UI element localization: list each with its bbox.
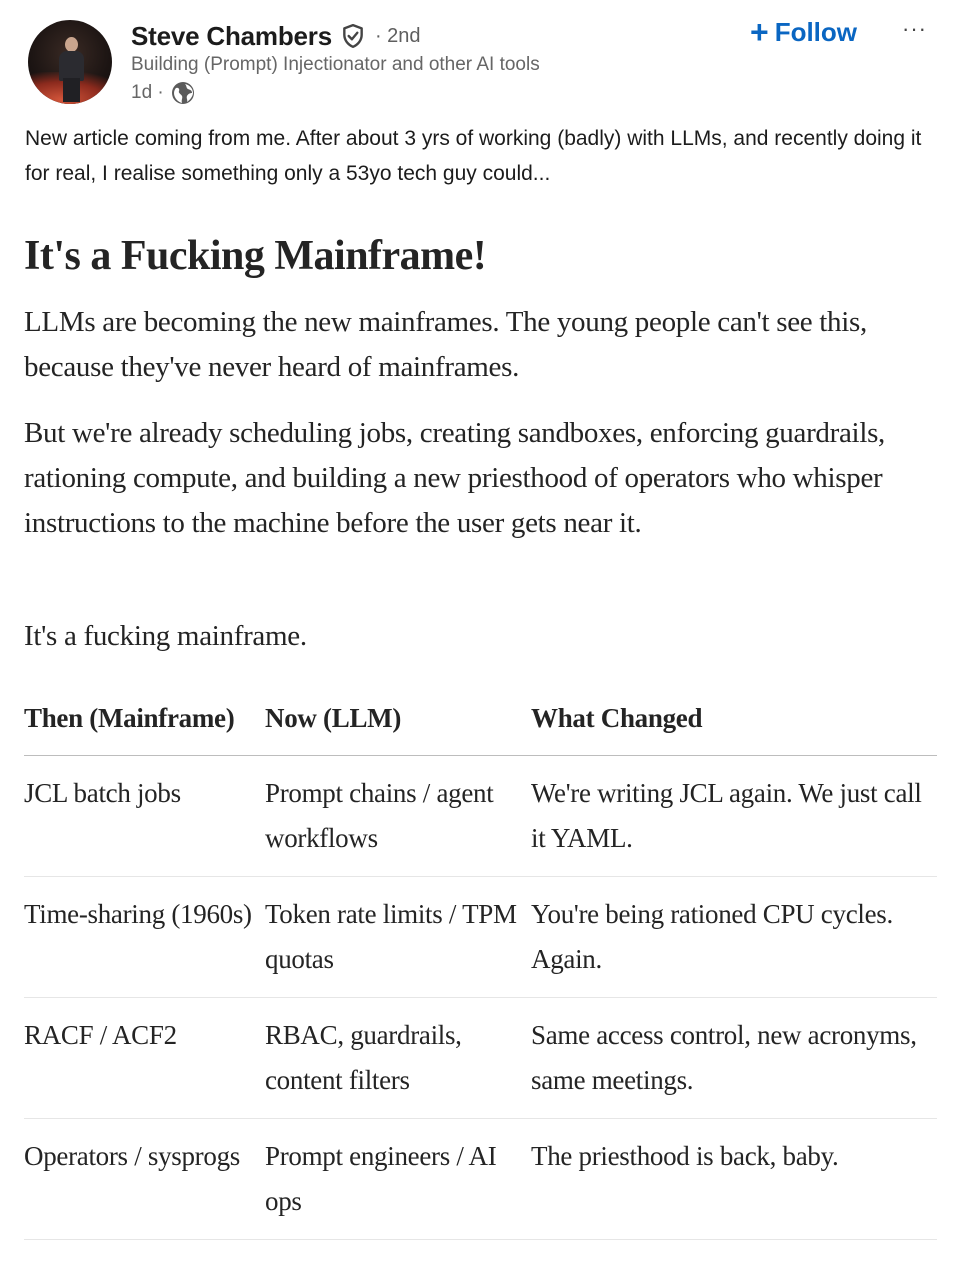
author-name-row: [131, 19, 421, 53]
table-header: Now (LLM): [265, 703, 402, 733]
table-cell: Prompt chains / agent workflows: [265, 778, 494, 853]
follow-button[interactable]: [750, 14, 857, 50]
post-time: 1d ·: [131, 82, 164, 103]
connection-degree: · 2nd: [374, 24, 421, 47]
table-cell: Prompt engineers / AI ops: [265, 1141, 497, 1216]
comparison-table: [24, 696, 937, 1240]
author-avatar[interactable]: [28, 20, 112, 104]
avatar-person-legs: [63, 78, 80, 102]
avatar-person-body: [59, 51, 84, 81]
plus-icon: +: [750, 14, 769, 50]
table-cell: Operators / sysprogs: [24, 1141, 240, 1171]
table-header: Then (Mainframe): [24, 703, 235, 733]
article-paragraph-2: But we're already scheduling jobs, creating sandboxes, enforcing guardrails, rationing compute, and building a new priesthood of operators who whisper instructions to the machine before the user gets near it.: [24, 417, 886, 539]
author-headline: Building (Prompt) Injectionator and other AI tools: [131, 54, 540, 75]
table-row: [24, 998, 937, 1119]
table-header-row: [24, 696, 937, 756]
article-paragraph-1: LLMs are becoming the new mainframes. The young people can't see this, because they've never heard of mainframes.: [24, 306, 867, 383]
table-cell: Same access control, new acronyms, same meetings.: [531, 1020, 917, 1095]
article-preview[interactable]: [24, 230, 954, 652]
table-cell: You're being rationed CPU cycles. Again.: [531, 899, 893, 974]
article-paragraph-3: It's a fucking mainframe.: [24, 620, 307, 652]
post-text: New article coming from me. After about 3 yrs of working (badly) with LLMs, and recently doing it for real, I realise something only a 53yo tech guy could...: [25, 127, 922, 185]
table-cell: Token rate limits / TPM quotas: [265, 899, 517, 974]
follow-label: Follow: [774, 16, 858, 47]
table-row: [24, 756, 937, 877]
table-cell: Time-sharing (1960s): [24, 899, 252, 929]
table-cell: We're writing JCL again. We just call it YAML.: [531, 778, 922, 853]
table-cell: RACF / ACF2: [24, 1020, 177, 1050]
avatar-person-head: [65, 37, 78, 52]
table-header: What Changed: [531, 703, 703, 733]
table-row: [24, 1119, 937, 1240]
table-cell: JCL batch jobs: [24, 778, 181, 808]
verified-shield-icon: [340, 23, 366, 49]
globe-icon: [171, 81, 195, 105]
table-row: [24, 877, 937, 998]
post-meta: [131, 80, 195, 106]
table-cell: The priesthood is back, baby.: [531, 1141, 839, 1171]
table-cell: RBAC, guardrails, content filters: [265, 1020, 462, 1095]
article-title: It's a Fucking Mainframe!: [24, 233, 487, 279]
author-name[interactable]: Steve Chambers: [131, 20, 332, 51]
more-options-icon[interactable]: ···: [902, 16, 927, 41]
